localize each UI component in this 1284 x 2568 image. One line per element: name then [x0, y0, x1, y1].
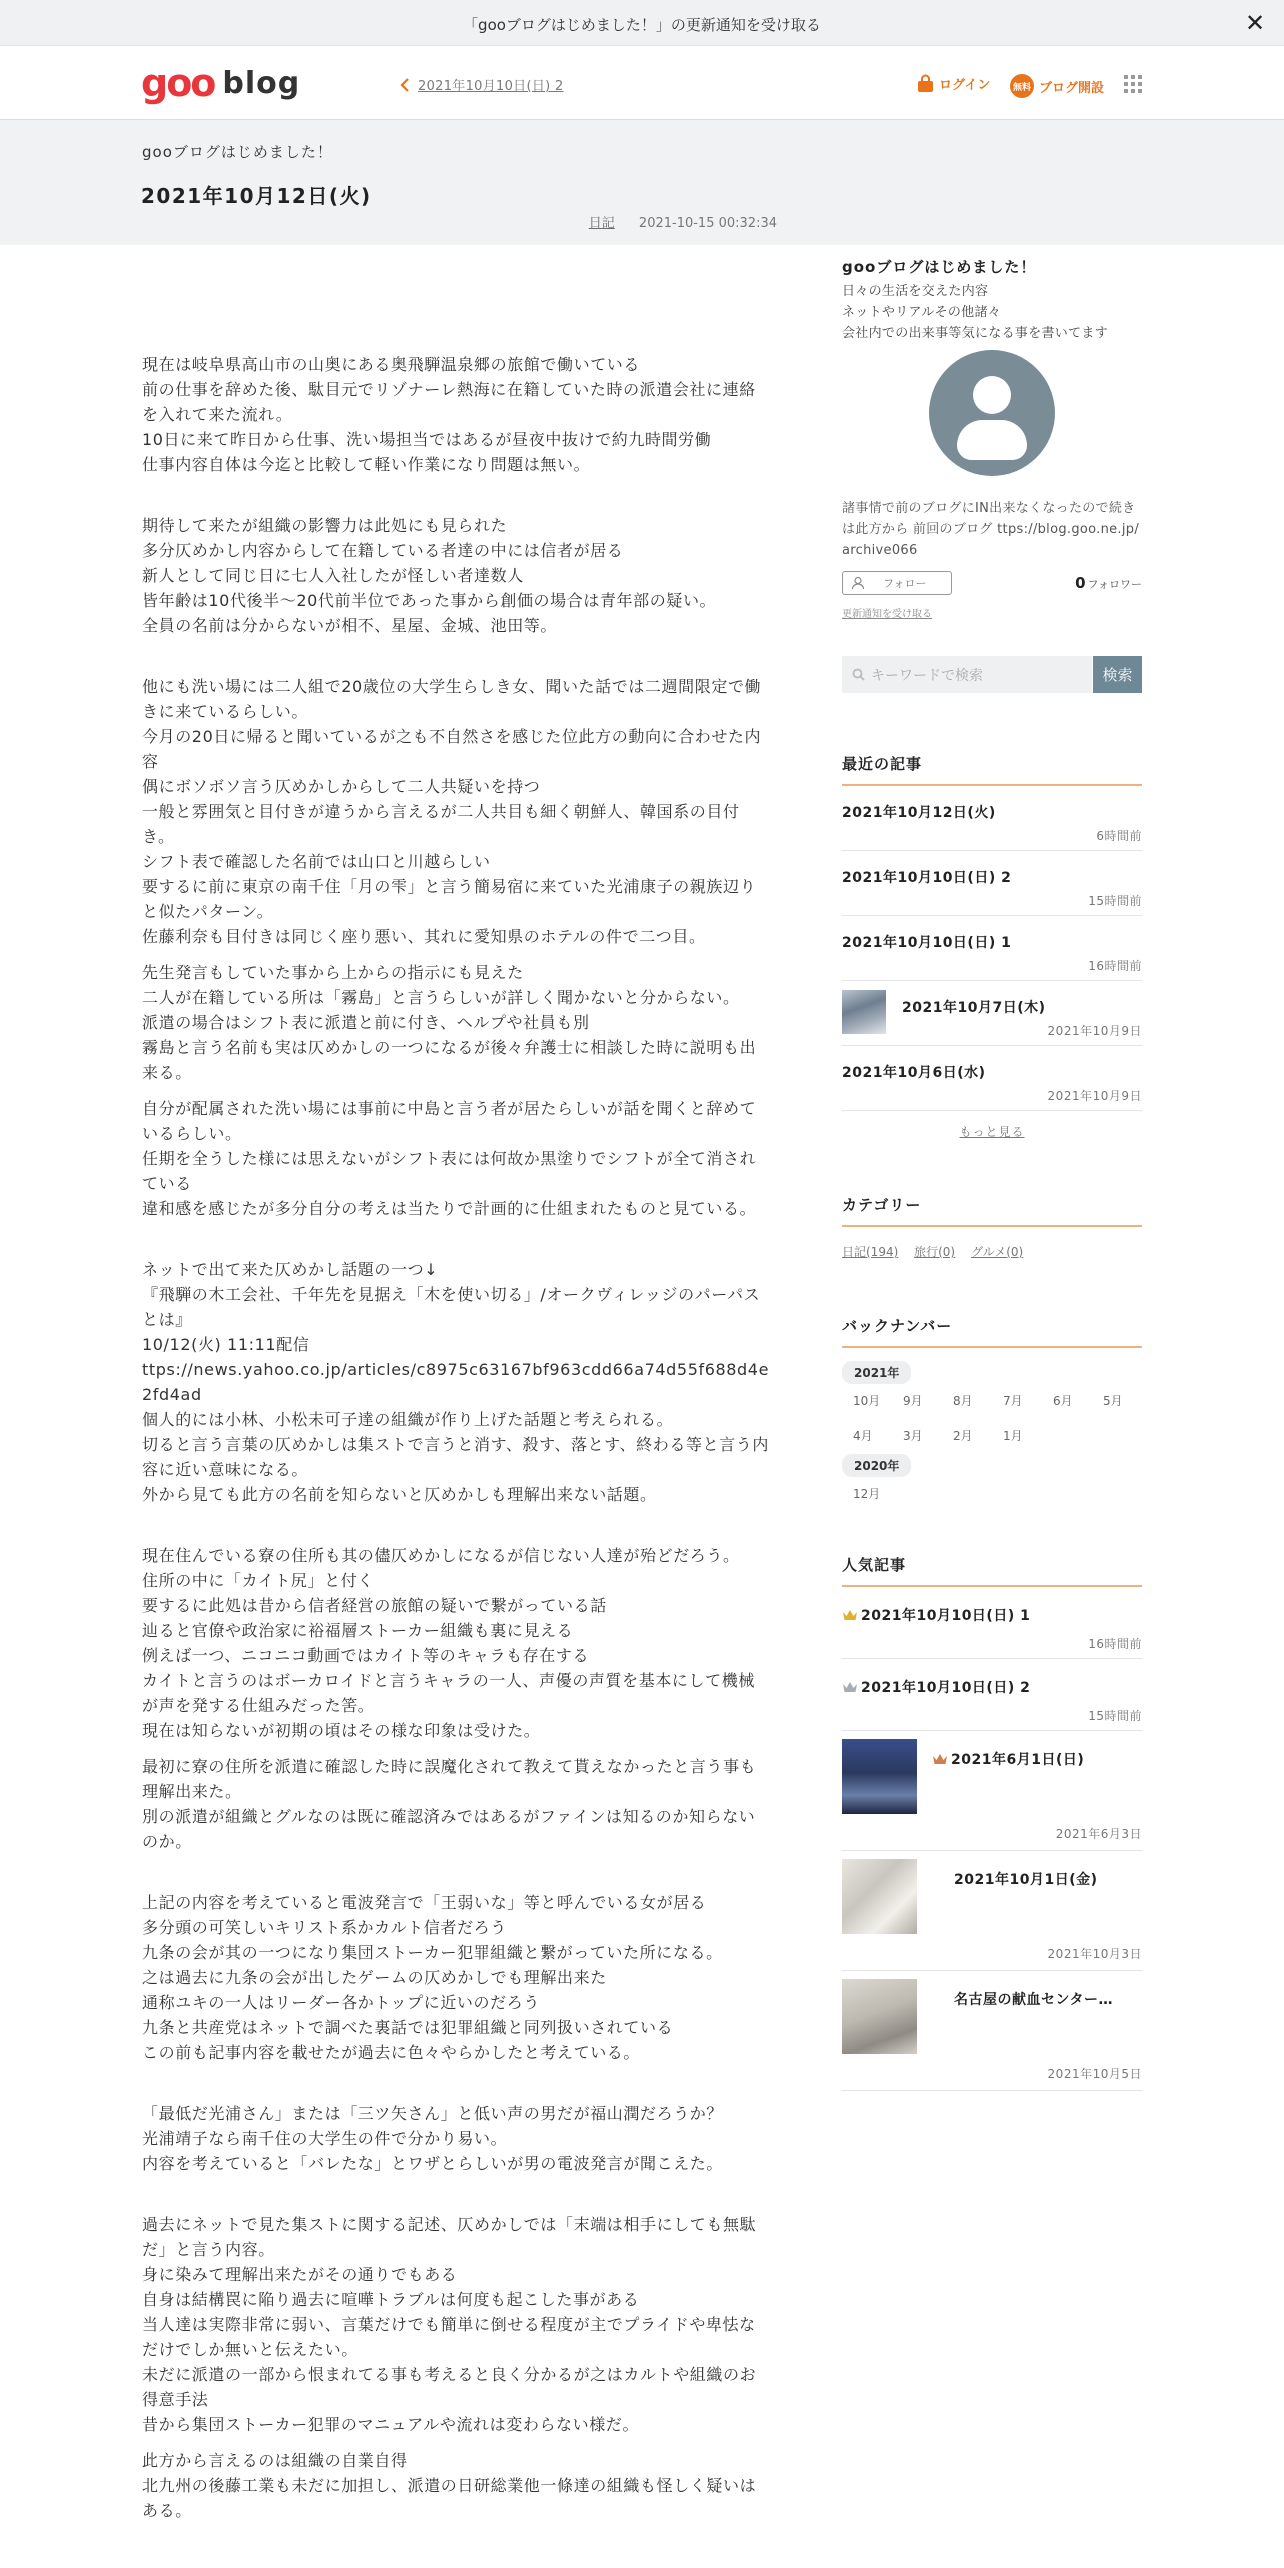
post-title: 2021年10月12日(火)	[141, 184, 372, 208]
sidebar-description-text: 日々の生活を交えた内容 ネットやリアルその他諸々 会社内での出来事等気になる事を書いてます	[842, 284, 1109, 341]
category-link[interactable]: グルメ(0)	[970, 1245, 1024, 1259]
month-link[interactable]: 2月	[953, 1429, 973, 1443]
month-link[interactable]: 1月	[1003, 1429, 1023, 1443]
month-link[interactable]: 9月	[903, 1394, 923, 1408]
popular-post-title[interactable]: 2021年10月1日(金)	[954, 1872, 1098, 1888]
recent-post-title[interactable]: 2021年10月6日(水)	[842, 1065, 986, 1081]
post-category-link[interactable]: 日記	[588, 216, 615, 231]
user-icon	[851, 576, 865, 590]
follow-row	[842, 571, 1142, 595]
month-link[interactable]: 10月	[853, 1394, 881, 1408]
recent-post-thumbnail[interactable]	[842, 990, 886, 1034]
lock-bag-icon	[917, 74, 934, 93]
article-paragraph: 此方から言えるのは組織の自業自得 北九州の後藤工業も未だに加担し、派遣の日研総業他一條達の組織も怪しく疑いはある。	[142, 2451, 757, 2520]
popular-post-time: 15時間前	[1088, 1709, 1142, 1723]
category-list	[842, 1243, 1142, 1260]
follower-count	[1075, 574, 1142, 592]
article-paragraph: 期待して来たが組織の影響力は此処にも見られた 多分仄めかし内容からして在籍している者達の中には信者が居る 新人として同じ日に七人入社したが怪しい者達数人 皆年齢は10代後半～20代前半位であった事から創価の場合は青年部の疑い。 全員の名前は分からないが相不、星屋、金城、池田等。	[142, 516, 717, 635]
open-blog-label: ブログ開設	[1039, 80, 1105, 96]
list-item[interactable]	[842, 1587, 1142, 1659]
categories-title: カテゴリー	[842, 1194, 1142, 1227]
month-link[interactable]: 6月	[1053, 1394, 1073, 1408]
previous-post-label[interactable]: 2021年10月10日(日) 2	[418, 79, 564, 94]
popular-posts	[842, 1554, 1142, 2091]
previous-post-link[interactable]	[400, 75, 564, 94]
bronze-crown-icon	[932, 1753, 948, 1765]
sidebar-description	[842, 281, 1142, 344]
popular-post-title[interactable]: 2021年10月10日(日) 1	[842, 1605, 1030, 1625]
back-numbers	[842, 1315, 1142, 1512]
list-item[interactable]	[842, 1046, 1142, 1111]
article-paragraph: 上記の内容を考えていると電波発言で「王弱いな」等と呼んでいる女が居る 多分頭の可笑しいキリスト系かカルト信者だろう 九条の会が其の一つになり集団ストーカー犯罪組織と繋がっていた所になる。 之は過去に九条の会が出したゲームの仄めかしでも理解出来た 通称ユキの一人はリーダー各かトップに近いのだろう 九条と共産党はネットで調べた裏話では犯罪組織と同列扱いされている この前も記事内容を載せたが過去に色々やらかしたと考えている。	[142, 1893, 723, 2062]
list-item[interactable]	[842, 786, 1142, 851]
update-notification-text[interactable]: 「gooブログはじめました！」の更新通知を受け取る	[463, 16, 821, 34]
logo-goo: goo	[141, 61, 215, 105]
logo-blog: blog	[222, 65, 301, 101]
more-posts-link[interactable]: もっと見る	[959, 1125, 1025, 1139]
categories	[842, 1194, 1142, 1260]
month-link[interactable]: 5月	[1103, 1394, 1123, 1408]
recent-post-title[interactable]: 2021年10月10日(日) 1	[842, 935, 1012, 951]
search-button[interactable]: 検索	[1093, 656, 1142, 693]
article-paragraph: 過去にネットで見た集ストに関する記述、仄めかしでは「末端は相手にしても無駄だ」と言う内容。 身に染みて理解出来たがその通りでもある 自身は結構罠に陥り過去に喧嘩トラブルは何度も起こした事がある 当人達は実際非常に弱い、言葉だけでも簡単に倒せる程度が主でプライドや卑怯なだけでしか無いと伝えたい。 未だに派遣の一部から恨まれてる事も考えると良く分かるが之はカルトや組織のお得意手法 昔から集団ストーカー犯罪のマニュアルや流れは変わらない様だ。	[142, 2215, 757, 2434]
recent-post-title[interactable]: 2021年10月12日(火)	[842, 805, 996, 821]
recent-post-time: 6時間前	[1096, 829, 1142, 843]
search-box	[842, 656, 1142, 693]
search-icon	[852, 668, 865, 681]
article-paragraph: 現在は岐阜県高山市の山奥にある奥飛騨温泉郷の旅館で働いている 前の仕事を辞めた後、駄目元でリゾナーレ熱海に在籍していた時の派遣会社に連絡を入れて来た流れ。 10日に来て昨日から仕事、洗い場担当ではあるが昼夜中抜けで約九時間労働 仕事内容自体は今迄と比較して軽い作業になり問題は無い。	[142, 355, 756, 474]
popular-post-thumbnail[interactable]	[842, 1739, 917, 1814]
post-title-band	[0, 120, 1284, 245]
sidebar-blog-name[interactable]: gooブログはじめました！	[842, 258, 1037, 276]
month-list	[842, 1477, 1142, 1512]
silver-crown-icon	[842, 1681, 858, 1693]
recent-post-time: 2021年10月9日	[1047, 1089, 1142, 1103]
recent-post-title[interactable]: 2021年10月7日(木)	[902, 1000, 1046, 1016]
search-placeholder: キーワードで検索	[871, 667, 983, 684]
sidebar	[842, 256, 1142, 2091]
month-list	[842, 1384, 1142, 1454]
back-numbers-title: バックナンバー	[842, 1315, 1142, 1348]
popular-post-thumbnail[interactable]	[842, 1979, 917, 2054]
gold-crown-icon	[842, 1609, 858, 1621]
popular-post-time: 2021年10月3日	[1047, 1947, 1142, 1961]
recent-post-title[interactable]: 2021年10月10日(日) 2	[842, 870, 1012, 886]
article-body	[142, 352, 770, 2534]
article-paragraph: ネットで出て来た仄めかし話題の一つ↓ 『飛騨の木工会社、千年先を見据え「木を使い切る」/オークヴィレッジのパーパスとは』 10/12(火) 11:11配信 ttps://news.yahoo.co.jp/articles/c8975c63167bf963cdd66a74d55f688d4e2fd4ad 個人的には小林、小松未可子達の組織が作り上げた話題と考えられる。 切ると言う言葉の仄めかしは集ストで言うと消す、殺す、落とす、終わる等と言う内容に近い意味になる。 外から見ても此方の名前を知らないと仄めかしも理解出来ない話題。	[142, 1260, 770, 1504]
avatar	[929, 350, 1055, 476]
category-link[interactable]: 旅行(0)	[914, 1245, 956, 1259]
list-item[interactable]	[842, 1731, 1142, 1851]
blog-name[interactable]: gooブログはじめました！	[142, 143, 333, 161]
popular-post-time: 2021年6月3日	[1055, 1827, 1142, 1841]
popular-post-time: 2021年10月5日	[1047, 2067, 1142, 2081]
follow-label: フォロー	[883, 577, 927, 590]
login-label: ログイン	[939, 78, 991, 93]
year-badge: 2021年	[842, 1361, 911, 1384]
open-blog-button[interactable]	[1010, 74, 1104, 98]
month-link[interactable]: 3月	[903, 1429, 923, 1443]
list-item[interactable]	[842, 1851, 1142, 1971]
free-badge-icon	[1010, 74, 1034, 98]
popular-post-title[interactable]: 名古屋の献血センター…	[954, 1992, 1113, 2008]
site-header	[0, 46, 1284, 120]
month-link[interactable]: 7月	[1003, 1394, 1023, 1408]
popular-post-thumbnail[interactable]	[842, 1859, 917, 1934]
category-link[interactable]: 日記(194)	[842, 1245, 899, 1259]
article-paragraph: 最初に寮の住所を派遣に確認した時に誤魔化されて教えて貰えなかったと言う事も理解出来た。 別の派遣が組織とグルなのは既に確認済みではあるがファインは知るのか知らないのか。	[142, 1757, 757, 1851]
popular-post-time: 16時間前	[1088, 1637, 1142, 1651]
popular-post-title[interactable]: 2021年10月10日(日) 2	[842, 1677, 1030, 1697]
goo-blog-logo[interactable]	[141, 61, 301, 105]
article-paragraph: 現在住んでいる寮の住所も其の儘仄めかしになるが信じない人達が殆どだろう。 住所の中に「カイト尻」と付く 要するに此処は昔から信者経営の旅館の疑いで繋がっている話 辿ると官僚や政治家に裕福層ストーカー組織も裏に見える 例えば一つ、ニコニコ動画ではカイト等のキャラも存在する カイトと言うのはボーカロイドと言うキャラの一人、声優の声質を基本にして機械が声を発する仕組みだった筈。 現在は知らないが初期の頃はその様な印象は受けた。	[142, 1546, 755, 1740]
popular-post-title[interactable]: 2021年6月1日(日)	[932, 1749, 1084, 1769]
article-paragraph: 「最低だ光浦さん」または「三ツ矢さん」と低い声の男だが福山潤だろうか？ 光浦靖子なら南千住の大学生の件で分かり易い。 内容を考えていると「バレたな」とワザとらしいが男の電波発言が聞こえた。	[142, 2104, 724, 2173]
recent-posts	[842, 753, 1142, 1140]
popular-posts-title: 人気記事	[842, 1554, 1142, 1587]
follower-count-label: フォロワー	[1087, 578, 1142, 591]
list-item[interactable]	[842, 1659, 1142, 1731]
sidebar-notice: 諸事情で前のブログにIN出来なくなったので続きは此方から 前回のブログ ttps://blog.goo.ne.jp/archive066	[842, 501, 1140, 558]
follower-count-number: 0	[1075, 574, 1086, 592]
article-paragraph: 他にも洗い場には二人組で20歳位の大学生らしき女、聞いた話では二週間限定で働きに来ているらしい。 今月の20日に帰ると聞いているが之も不自然さを感じた位此方の動向に合わせた内容 偶にボソボソ言う仄めかしからして二人共疑いを持つ 一般と雰囲気と目付きが違うから言えるが二人共目も細く朝鮮人、韓国系の目付き。 シフト表で確認した名前では山口と川越らしい 要するに前に東京の南千住「月の雫」と言う簡易宿に来ていた光浦康子の親族辺りと似たパターン。 佐藤利奈も目付きは同じく座り悪い、其れに愛知県のホテルの件で二つ目。	[142, 677, 762, 946]
svg-text:無料: 無料	[1012, 83, 1032, 93]
post-datetime: 2021-10-15 00:32:34	[638, 216, 777, 231]
login-button[interactable]	[917, 74, 990, 93]
search-input[interactable]	[842, 656, 1092, 693]
month-link[interactable]: 4月	[853, 1429, 873, 1443]
chevron-left-icon	[400, 77, 410, 93]
receive-updates-link[interactable]: 更新通知を受け取る	[842, 609, 932, 620]
list-item[interactable]	[842, 981, 1142, 1046]
recent-posts-title: 最近の記事	[842, 753, 1142, 786]
follow-button[interactable]	[842, 571, 952, 595]
list-item[interactable]	[842, 851, 1142, 916]
close-icon[interactable]: ✕	[1244, 9, 1266, 37]
month-link[interactable]: 8月	[953, 1394, 973, 1408]
post-meta	[589, 212, 777, 231]
recent-post-time: 16時間前	[1088, 959, 1142, 973]
article-paragraph: 先生発言もしていた事から上からの指示にも見えた 二人が在籍している所は「霧島」と言うらしいが詳しく聞かないと分からない。 派遣の場合はシフト表に派遣と前に付き、ヘルプや社員も別 霧島と言う名前も実は仄めかしの一つになるが後々弁護士に相談した時に説明も出来る。	[142, 963, 757, 1082]
article-paragraph: 自分が配属された洗い場には事前に中島と言う者が居たらしいが話を聞くと辞めているらしい。 任期を全うした様には思えないがシフト表には何故か黒塗りでシフトが全て消されている 違和感を感じたが多分自分の考えは当たりで計画的に仕組まれたものと見ている。	[142, 1099, 757, 1218]
list-item[interactable]	[842, 916, 1142, 981]
service-menu-grid-icon[interactable]	[1124, 75, 1142, 93]
year-badge: 2020年	[842, 1454, 911, 1477]
month-link[interactable]: 12月	[853, 1487, 881, 1501]
update-notification-bar[interactable]	[0, 0, 1284, 46]
recent-post-time: 2021年10月9日	[1047, 1024, 1142, 1038]
list-item[interactable]	[842, 1971, 1142, 2091]
recent-post-time: 15時間前	[1088, 894, 1142, 908]
